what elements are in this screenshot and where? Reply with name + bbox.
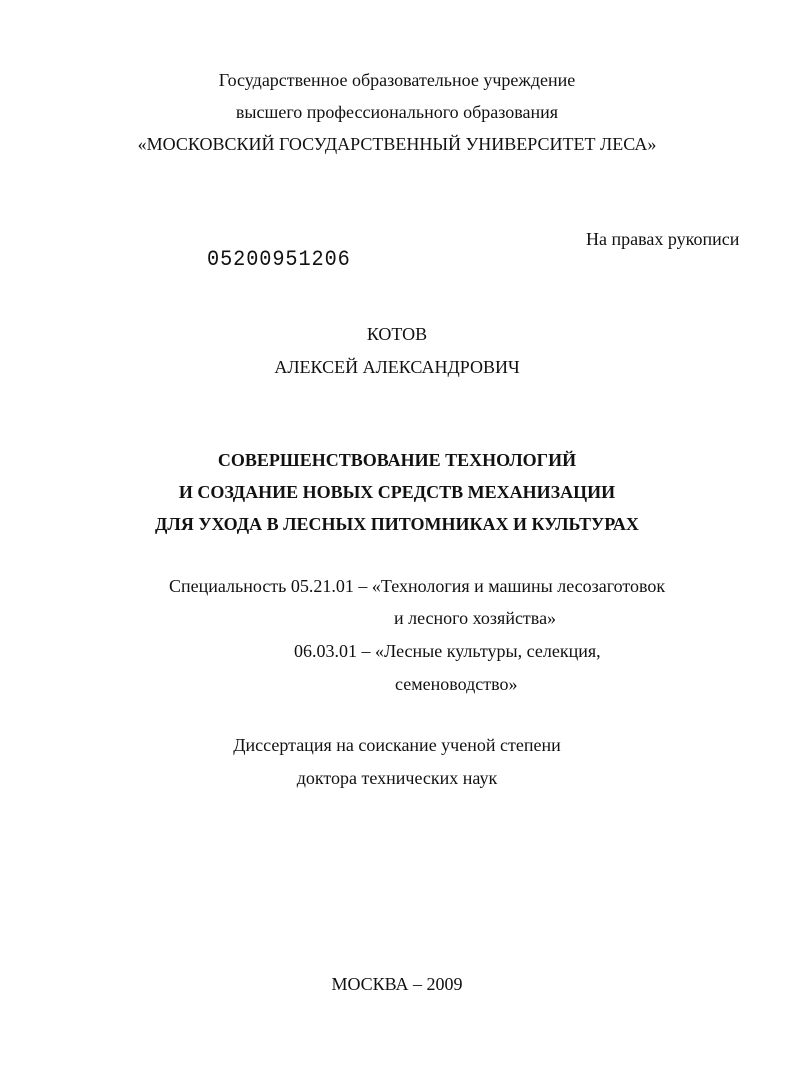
place-year: МОСКВА – 2009 — [331, 974, 463, 994]
title-line-3: ДЛЯ УХОДА В ЛЕСНЫХ ПИТОМНИКАХ И КУЛЬТУРАХ — [155, 514, 639, 534]
degree-line-2: доктора технических наук — [296, 768, 498, 788]
institution-line-2: высшего профессионального образования — [235, 102, 559, 122]
specialty-line-3: 06.03.01 – «Лесные культуры, селекция, — [294, 641, 601, 661]
degree-line-1: Диссертация на соискание ученой степени — [233, 735, 561, 755]
manuscript-note: На правах рукописи — [586, 229, 740, 249]
title-line-1: СОВЕРШЕНСТВОВАНИЕ ТЕХНОЛОГИЙ — [217, 450, 577, 470]
specialty-line-2: и лесного хозяйства» — [394, 608, 557, 628]
specialty-line-1: Специальность 05.21.01 – «Технология и машины лесозаготовок — [169, 576, 666, 596]
author-name: АЛЕКСЕЙ АЛЕКСАНДРОВИЧ — [274, 357, 520, 377]
institution-line-1: Государственное образовательное учреждение — [218, 70, 576, 90]
title-line-2: И СОЗДАНИЕ НОВЫХ СРЕДСТВ МЕХАНИЗАЦИИ — [178, 482, 616, 502]
university-name: «МОСКОВСКИЙ ГОСУДАРСТВЕННЫЙ УНИВЕРСИТЕТ ЛЕСА» — [137, 134, 657, 154]
specialty-line-4: семеноводство» — [395, 674, 518, 694]
archive-code: 05200951206 — [207, 247, 351, 272]
author-surname: КОТОВ — [366, 324, 428, 344]
